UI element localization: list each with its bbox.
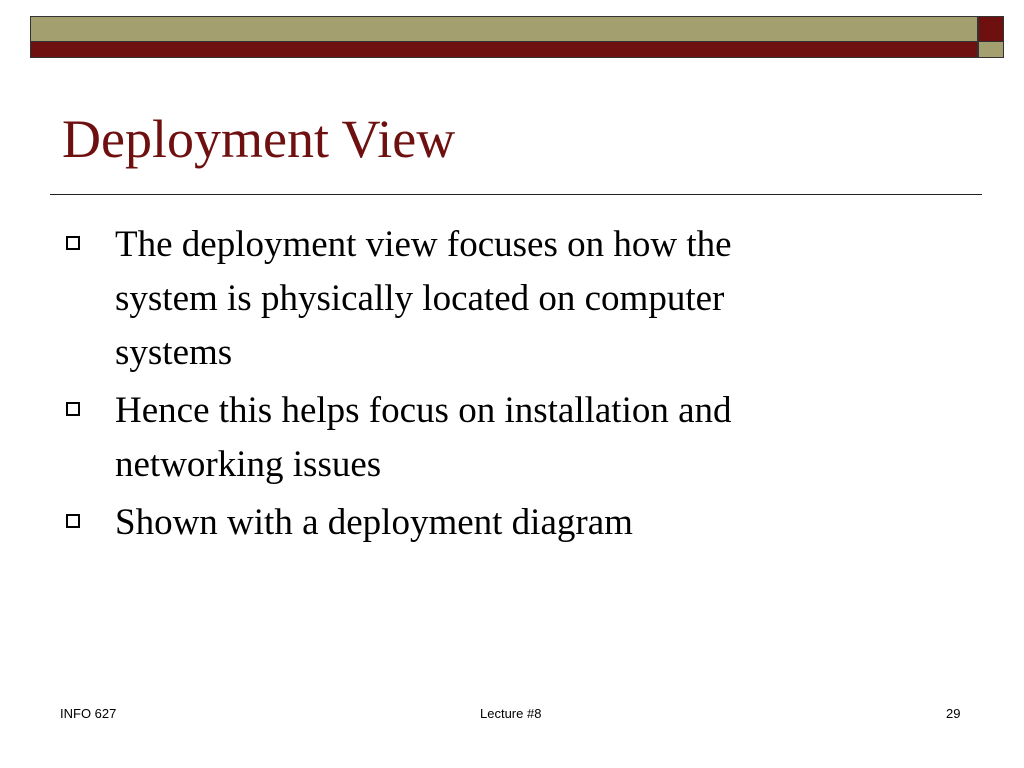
square-bullet-icon: [66, 236, 80, 250]
header-banner: [30, 16, 1004, 60]
bullet-text: The deployment view focuses on how the system is physically located on computer systems: [115, 224, 732, 373]
banner-maroon-bar: [30, 42, 978, 58]
bullet-item: [62, 496, 822, 550]
bullet-item: [62, 218, 822, 380]
bullet-text: Shown with a deployment diagram: [115, 502, 633, 543]
banner-olive-square: [978, 42, 1004, 58]
banner-maroon-square: [978, 16, 1004, 42]
square-bullet-icon: [66, 514, 80, 528]
footer-lecture: Lecture #8: [480, 706, 542, 721]
bullet-list: [62, 218, 822, 554]
banner-olive-bar: [30, 16, 978, 42]
bullet-text: Hence this helps focus on installation and networking issues: [115, 390, 732, 485]
footer-page-number: 29: [946, 706, 961, 721]
footer-course: INFO 627: [60, 706, 117, 721]
title-divider: [50, 194, 982, 195]
square-bullet-icon: [66, 402, 80, 416]
slide-title: Deployment View: [62, 109, 456, 169]
bullet-item: [62, 384, 822, 492]
